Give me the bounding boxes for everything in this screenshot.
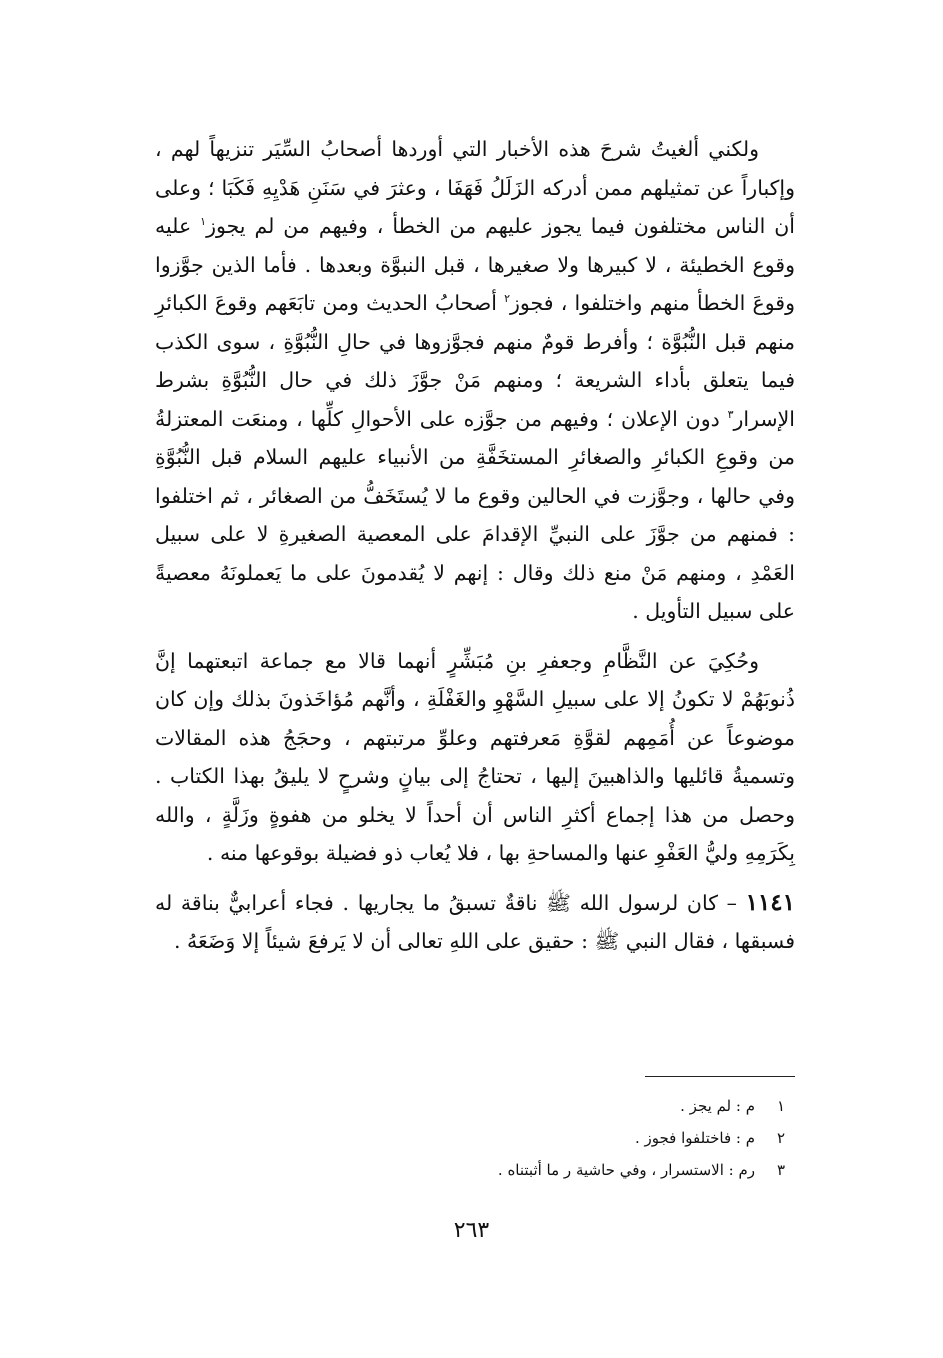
entry-dash: – <box>717 890 746 915</box>
paragraph-1-part-3: أصحابُ الحديث ومن تابَعَهم وقوعَ الكبائرِ منهم قبل النُّبُوَّة ؛ وأفرط قومٌ منهم فجوَّزوها في حالِ النُّبُوَّةِ ، سوى الكذب فيما يتعلق بأداء الشريعة ؛ ومنهم مَنْ جوَّزَ ذلك في حال النُّبُوَّةِ بشرط الإسرار <box>155 291 795 431</box>
entry-number: ١١٤١ <box>745 888 795 916</box>
paragraph-1 <box>155 130 795 631</box>
entry-text: كان لرسول الله ﷺ ناقةٌ تسبقُ ما يجاريها . فجاء أعرابيٌّ بناقة له فسبقها ، فقال النبي ﷺ : حقيق على اللهِ تعالى أن لا يَرفعَ شيئاً إلا وَضَعَهُ . <box>155 890 795 953</box>
footnote-ref-1: ١ <box>200 215 207 229</box>
footnote-1-text: م : لم يجز . <box>680 1097 755 1115</box>
footnote-3-number: ٣ <box>776 1161 785 1179</box>
footnote-3 <box>380 1154 785 1186</box>
footnote-2 <box>380 1122 785 1154</box>
footnote-2-text: م : فاختلفوا فجوز . <box>634 1129 755 1147</box>
footnote-1-number: ١ <box>776 1097 785 1115</box>
paragraph-1-part-2: عليه وقوع الخطيئة ، لا كبيرها ولا صغيرها ، قبل النبوَّة وبعدها . فأما الذين جوَّزوا وقوعَ الخطأ منهم واختلفوا ، فجوز <box>155 214 795 315</box>
footnote-1 <box>380 1090 785 1122</box>
page-number: ٢٦٣ <box>453 1218 490 1243</box>
footnote-ref-3: ٣ <box>727 407 734 421</box>
footnote-ref-2: ٢ <box>504 292 511 306</box>
footnote-3-text: رم : الاستسرار ، وفي حاشية ر ما أثبتناه . <box>497 1161 755 1179</box>
footnote-2-number: ٢ <box>776 1129 785 1147</box>
paragraph-3-entry <box>155 884 795 961</box>
paragraph-1-part-4: دون الإعلان ؛ وفيهم من جوَّزه على الأحوالِ كلِّها ، ومنعَت المعتزلةُ من وقوعِ الكبائرِ والصغائرِ المستخَفَّةِ من الأنبياء عليهم السلام قبل النُّبُوَّةِ وفي حالها ، وجوَّزت في الحالين وقوع ما لا يُستَخَفُّ من الصغائر ، ثم اختلفوا : فمنهم من جوَّزَ على النبيِّ الإقدامَ على المعصية الصغيرةِ لا على سبيل العَمْدِ ، ومنهم مَنْ منع ذلك وقال : إنهم لا يُقدمونَ على ما يَعملونَهُ معصيةً على سبيل التأويل . <box>155 406 795 623</box>
footnote-divider <box>645 1076 795 1077</box>
paragraph-2-text: وحُكِيَ عن النَّظَّامِ وجعفرِ بنِ مُبَشِّرٍ أنهما قالا مع جماعة اتبعتهما إنَّ ذُنوبَهُمْ لا تكونُ إلا على سبيلِ السَّهْوِ والغَفْلَةِ ، وأنَّهم مُؤاخَذونَ بذلك وإن كان موضوعاً عن أُمَمِهم لقوَّةِ مَعرفتهم وعلوِّ مرتبتهم ، وحجَجُ هذه المقالات وتسميةُ قائليها والذاهبينَ إليها ، تحتاجُ إلى بيانٍ وشرحٍ لا يليقُ بهذا الكتاب . وحصل من هذا إجماع أكثرِ الناس أن أحداً لا يخلو من هفوةٍ وزَلَّةٍ ، والله بِكَرَمِهِ وليُّ العَفْوِ عنها والمساحةِ بها ، فلا يُعاب ذو فضيلة بوقوعها منه . <box>155 648 795 865</box>
footnotes <box>380 1090 785 1186</box>
paragraph-1-part-1: ولكني ألغيتُ شرحَ هذه الأخبار التي أوردها أصحابُ السِّيَر تنزيهاً لهم ، وإكباراً عن تمثيلهم ممن أدركه الزَلَلُ فَهَفَا ، وعثرَ في سَنَنِ هَدْيِهِ فَكَبَا ؛ وعلى أن الناس مختلفون فيما يجوز عليهم من الخطأ ، وفيهم من لم يجوز <box>155 137 795 238</box>
main-text <box>155 130 795 961</box>
paragraph-2 <box>155 642 795 873</box>
